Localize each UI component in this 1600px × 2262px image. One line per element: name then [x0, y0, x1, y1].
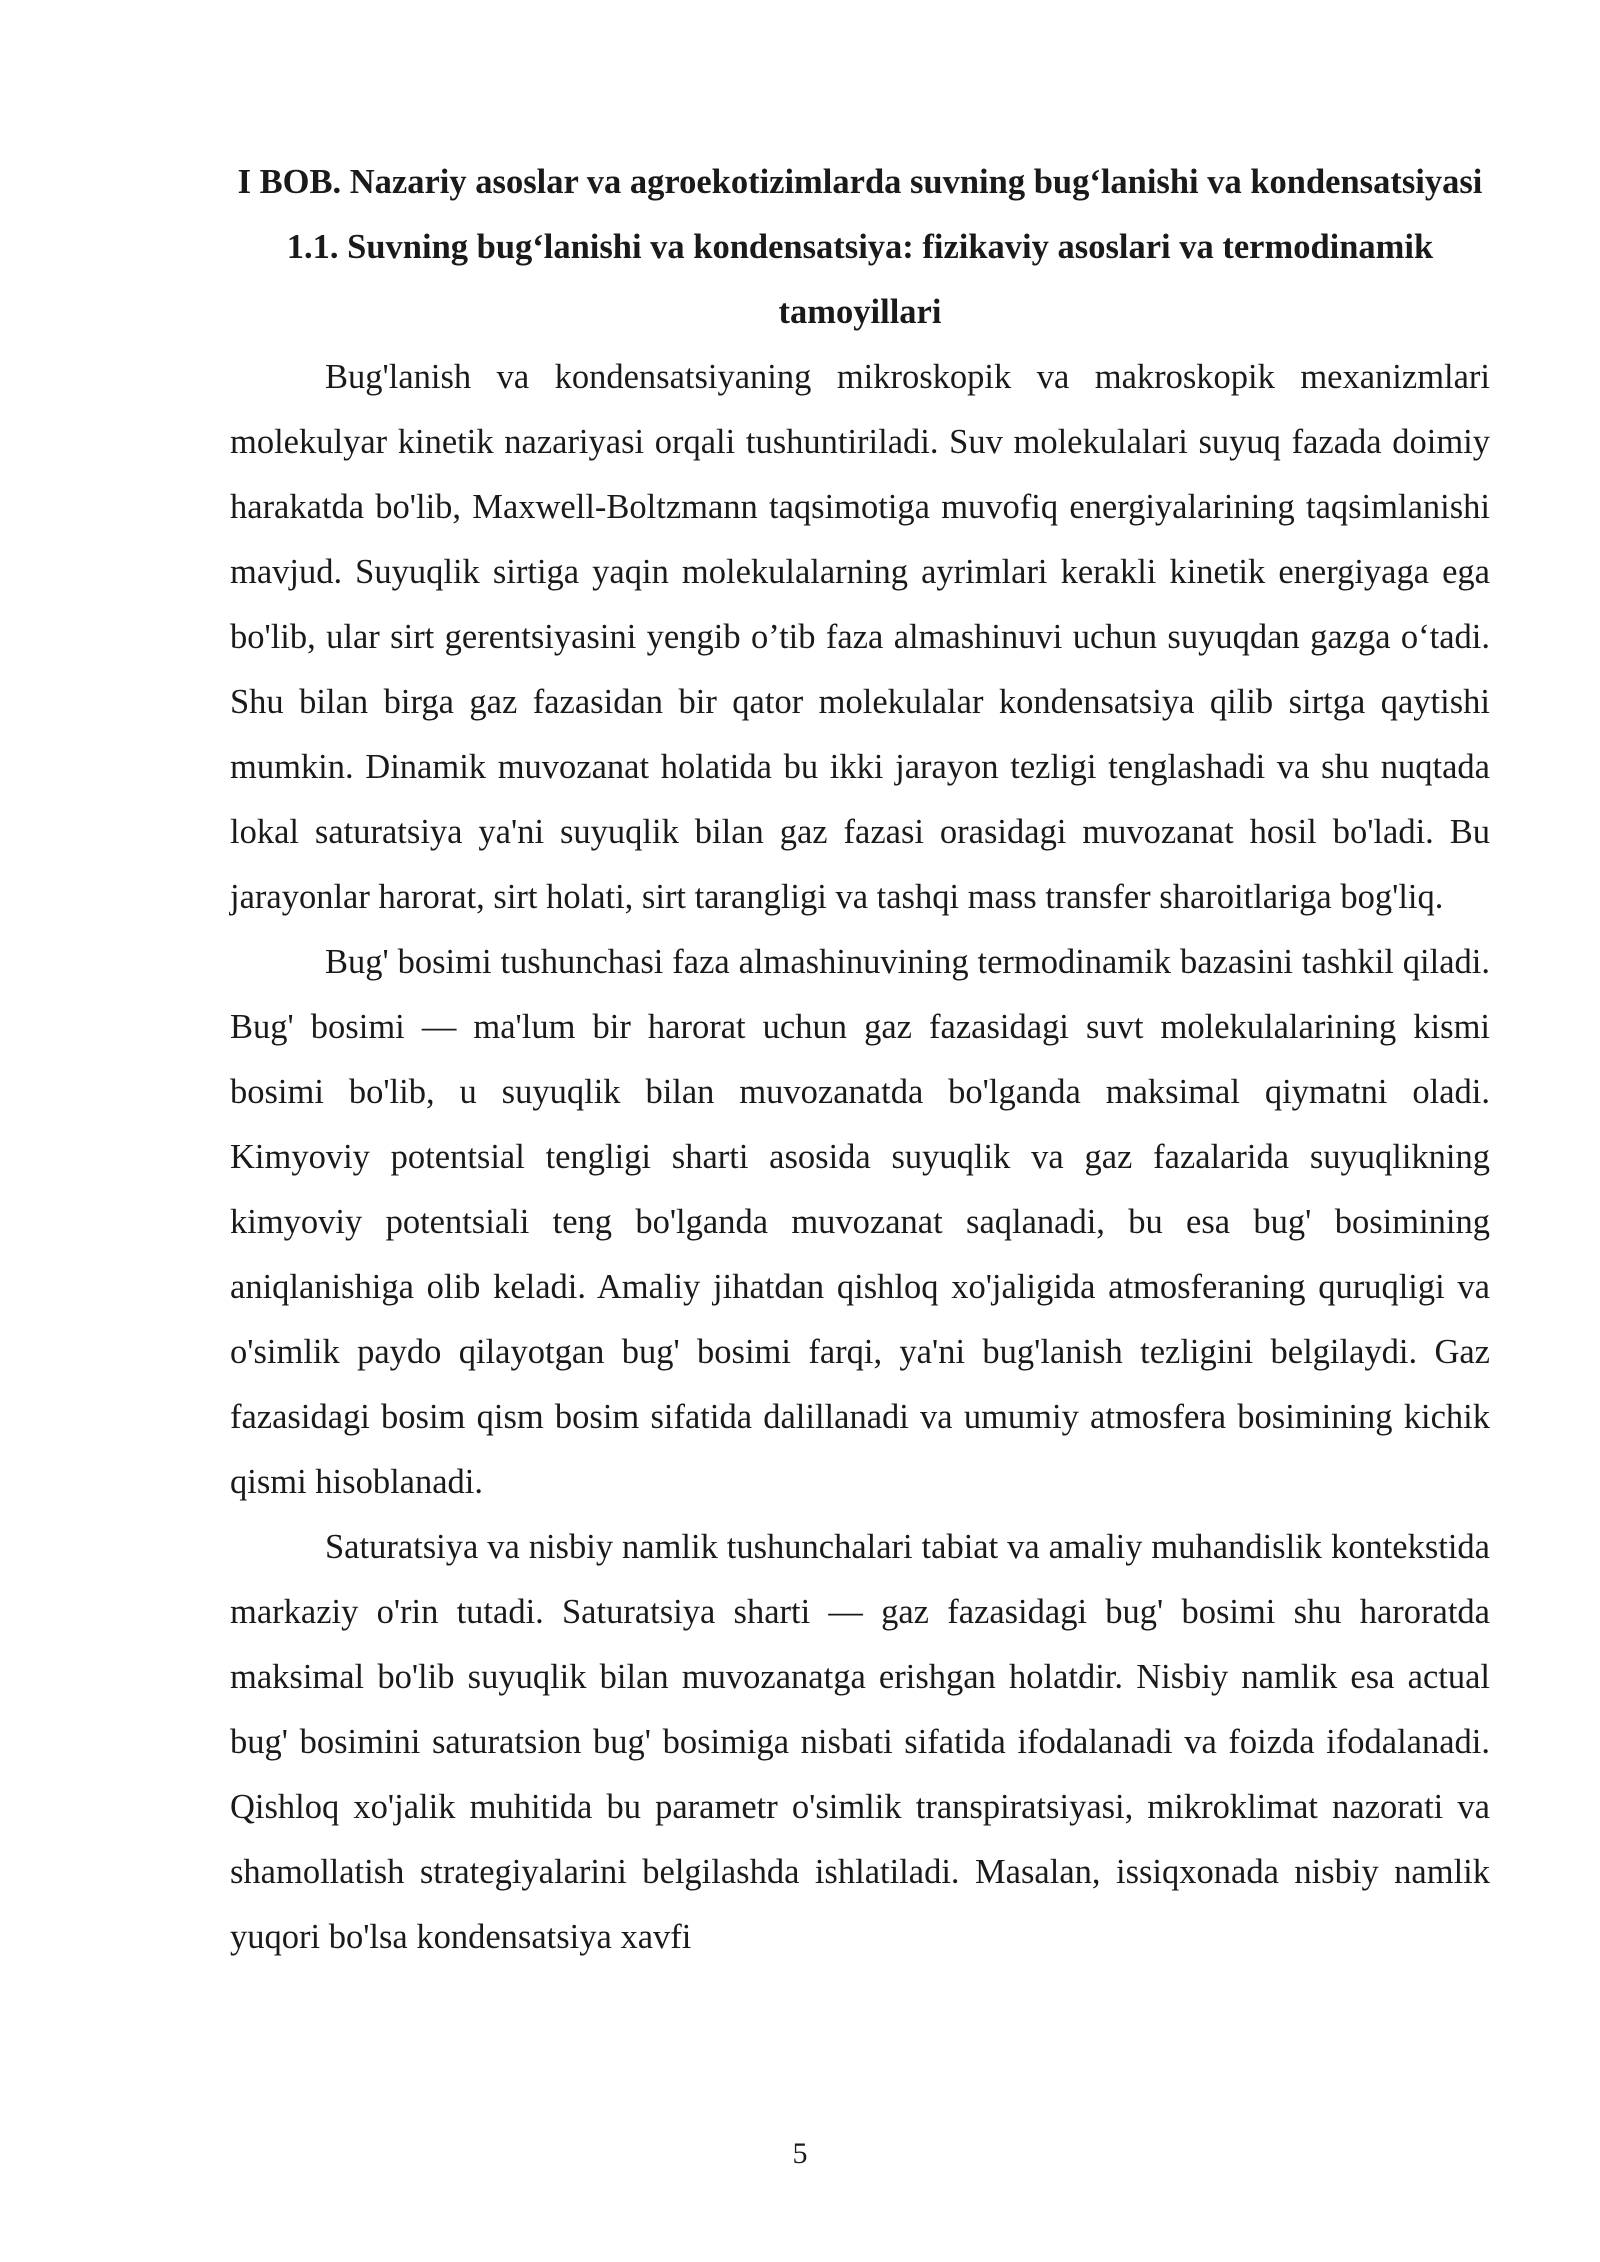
paragraph-3: Saturatsiya va nisbiy namlik tushunchalari tabiat va amaliy muhandislik kontekstida markaziy o'rin tutadi. Saturatsiya sharti — gaz fazasidagi bug' bosimi shu haroratda maksimal bo'lib suyuqlik bilan muvozanatga erishgan holatdir. Nisbiy namlik esa actual bug' bosimini saturatsion bug' bosimiga nisbati sifatida ifodalanadi va foizda ifodalanadi. Qishloq xo'jalik muhitida bu parametr o'simlik transpiratsiyasi, mikroklimat nazorati va shamollatish strategiyalarini belgilashda ishlatiladi. Masalan, issiqxonada nisbiy namlik yuqori bo'lsa kondensatsiya xavfi: [230, 1528, 1490, 1956]
page-number: 5: [792, 2137, 808, 2170]
paragraph-1: Bug'lanish va kondensatsiyaning mikroskopik va makroskopik mexanizmlari molekulyar kinetik nazariyasi orqali tushuntiriladi. Suv molekulalari suyuq fazada doimiy harakatda bo'lib, Maxwell-Boltzmann taqsimotiga muvofiq energiyalarining taqsimlanishi mavjud. Suyuqlik sirtiga yaqin molekulalarning ayrimlari kerakli kinetik energiyaga ega bo'lib, ular sirt gerentsiyasini yengib o’tib faza almashinuvi uchun suyuqdan gazga o‘tadi. Shu bilan birga gaz fazasidan bir qator molekulalar kondensatsiya qilib sirtga qaytishi mumkin. Dinamik muvozanat holatida bu ikki jarayon tezligi tenglashadi va shu nuqtada lokal saturatsiya ya'ni suyuqlik bilan gaz fazasi orasidagi muvozanat hosil bo'ladi. Bu jarayonlar harorat, sirt holati, sirt tarangligi va tashqi mass transfer sharoitlariga bog'liq.: [230, 358, 1490, 916]
section-title: 1.1. Suvning bug‘lanishi va kondensatsiya: fizikaviy asoslari va termodinamik tamoyillari: [286, 228, 1434, 331]
paragraph-2: Bug' bosimi tushunchasi faza almashinuvining termodinamik bazasini tashkil qiladi. Bug' bosimi — ma'lum bir harorat uchun gaz fazasidagi suvt molekulalarining kismi bosimi bo'lib, u suyuqlik bilan muvozanatda bo'lganda maksimal qiymatni oladi. Kimyoviy potentsial tengligi sharti asosida suyuqlik va gaz fazalarida suyuqlikning kimyoviy potentsiali teng bo'lganda muvozanat saqlanadi, bu esa bug' bosimining aniqlanishiga olib keladi. Amaliy jihatdan qishloq xo'jaligida atmosferaning quruqligi va o'simlik paydo qilayotgan bug' bosimi farqi, ya'ni bug'lanish tezligini belgilaydi. Gaz fazasidagi bosim qism bosim sifatida dalillanadi va umumiy atmosfera bosimining kichik qismi hisoblanadi.: [230, 943, 1490, 1501]
chapter-title: I BOB. Nazariy asoslar va agroekotizimlarda suvning bug‘lanishi va kondensatsiyasi: [237, 163, 1483, 201]
document-page: [230, 150, 1490, 1970]
